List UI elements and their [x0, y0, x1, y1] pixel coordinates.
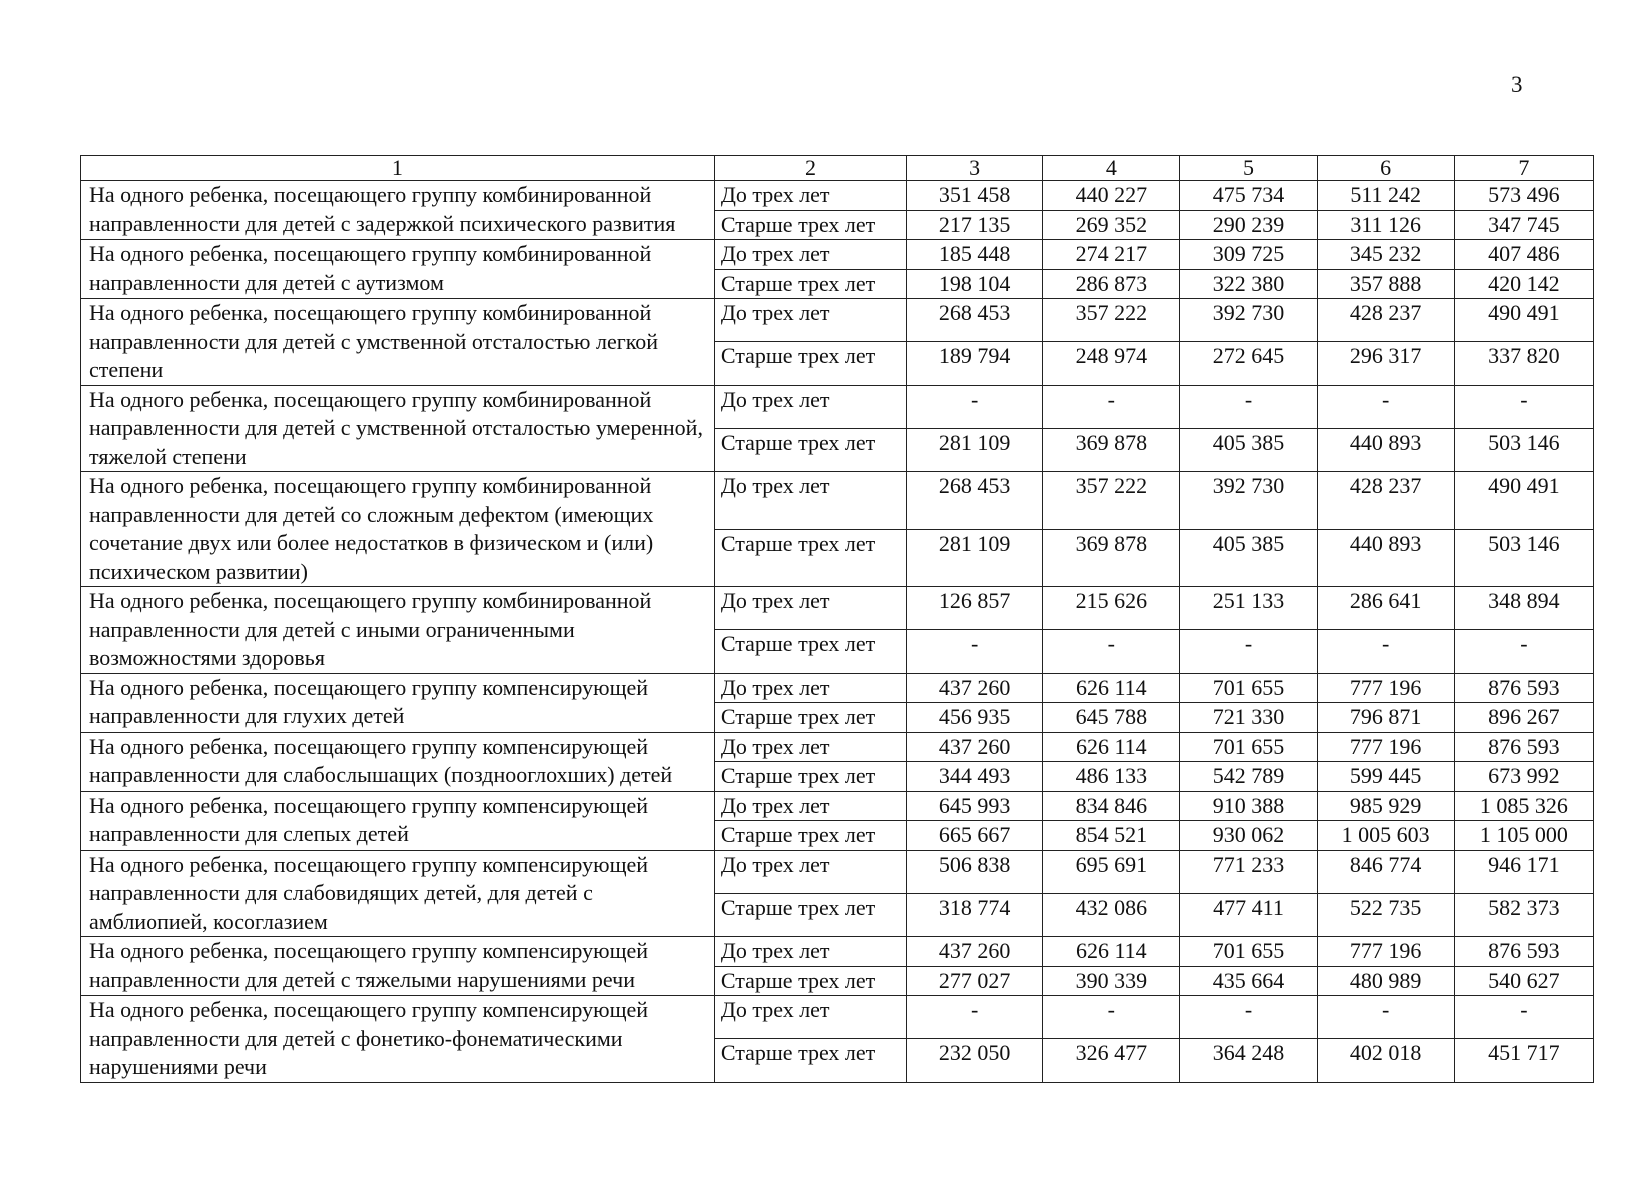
value-cell: 351 458 — [907, 181, 1043, 211]
value-cell: 296 317 — [1317, 342, 1454, 385]
category-description: На одного ребенка, посещающего группу компенсирующей направленности для детей с фонетико-фонематическими нарушениями речи — [81, 996, 715, 1083]
value-cell: 277 027 — [907, 966, 1043, 996]
value-cell: 248 974 — [1043, 342, 1180, 385]
category-description: На одного ребенка, посещающего группу компенсирующей направленности для детей с тяжелыми нарушениями речи — [81, 937, 715, 996]
age-group-cell: Старше трех лет — [714, 893, 906, 936]
column-header: 3 — [907, 156, 1043, 181]
table-row — [81, 240, 1594, 270]
value-cell: 364 248 — [1180, 1039, 1317, 1082]
value-cell: - — [1454, 630, 1593, 673]
value-cell: 777 196 — [1317, 732, 1454, 762]
value-cell: - — [907, 996, 1043, 1039]
value-cell: 402 018 — [1317, 1039, 1454, 1082]
table-row — [81, 385, 1594, 428]
value-cell: 475 734 — [1180, 181, 1317, 211]
value-cell: 440 893 — [1317, 428, 1454, 471]
value-cell: 503 146 — [1454, 428, 1593, 471]
value-cell: - — [1043, 385, 1180, 428]
value-cell: 451 717 — [1454, 1039, 1593, 1082]
value-cell: 1 105 000 — [1454, 821, 1593, 851]
age-group-cell: Старше трех лет — [714, 966, 906, 996]
category-description: На одного ребенка, посещающего группу компенсирующей направленности для слабовидящих детей, для детей с амблиопией, косоглазием — [81, 850, 715, 937]
value-cell: 1 085 326 — [1454, 791, 1593, 821]
age-group-cell: До трех лет — [714, 937, 906, 967]
value-cell: - — [1180, 996, 1317, 1039]
value-cell: 281 109 — [907, 428, 1043, 471]
value-cell: 272 645 — [1180, 342, 1317, 385]
value-cell: 777 196 — [1317, 937, 1454, 967]
category-description: На одного ребенка, посещающего группу комбинированной направленности для детей с аутизмом — [81, 240, 715, 299]
value-cell: - — [1317, 996, 1454, 1039]
table-row — [81, 299, 1594, 342]
value-cell: 437 260 — [907, 937, 1043, 967]
value-cell: 985 929 — [1317, 791, 1454, 821]
age-group-cell: До трех лет — [714, 791, 906, 821]
table-header-row — [81, 156, 1594, 181]
column-header: 7 — [1454, 156, 1593, 181]
value-cell: 407 486 — [1454, 240, 1593, 270]
value-cell: 217 135 — [907, 210, 1043, 240]
value-cell: 542 789 — [1180, 762, 1317, 792]
value-cell: 777 196 — [1317, 673, 1454, 703]
value-cell: 437 260 — [907, 732, 1043, 762]
value-cell: 369 878 — [1043, 529, 1180, 587]
table-row — [81, 732, 1594, 762]
value-cell: 347 745 — [1454, 210, 1593, 240]
age-group-cell: До трех лет — [714, 732, 906, 762]
value-cell: 701 655 — [1180, 732, 1317, 762]
value-cell: 269 352 — [1043, 210, 1180, 240]
category-description: На одного ребенка, посещающего группу комбинированной направленности для детей с умственной отсталостью умеренной, тяжелой степени — [81, 385, 715, 472]
value-cell: - — [1454, 996, 1593, 1039]
value-cell: 274 217 — [1043, 240, 1180, 270]
value-cell: 337 820 — [1454, 342, 1593, 385]
age-group-cell: Старше трех лет — [714, 762, 906, 792]
table-row — [81, 673, 1594, 703]
age-group-cell: Старше трех лет — [714, 210, 906, 240]
value-cell: 440 893 — [1317, 529, 1454, 587]
value-cell: 834 846 — [1043, 791, 1180, 821]
value-cell: 540 627 — [1454, 966, 1593, 996]
category-description: На одного ребенка, посещающего группу комбинированной направленности для детей с задержкой психического развития — [81, 181, 715, 240]
value-cell: 428 237 — [1317, 472, 1454, 530]
value-cell: 440 227 — [1043, 181, 1180, 211]
value-cell: 796 871 — [1317, 703, 1454, 733]
value-cell: 392 730 — [1180, 299, 1317, 342]
age-group-cell: Старше трех лет — [714, 630, 906, 673]
table-row — [81, 996, 1594, 1039]
value-cell: 582 373 — [1454, 893, 1593, 936]
value-cell: 511 242 — [1317, 181, 1454, 211]
category-description: На одного ребенка, посещающего группу комбинированной направленности для детей с умственной отсталостью легкой степени — [81, 299, 715, 386]
age-group-cell: Старше трех лет — [714, 821, 906, 851]
value-cell: 369 878 — [1043, 428, 1180, 471]
category-description: На одного ребенка, посещающего группу комбинированной направленности для детей с иными ограниченными возможностями здоровья — [81, 587, 715, 674]
value-cell: 701 655 — [1180, 937, 1317, 967]
value-cell: 490 491 — [1454, 299, 1593, 342]
value-cell: 357 222 — [1043, 299, 1180, 342]
value-cell: 405 385 — [1180, 529, 1317, 587]
value-cell: - — [1454, 385, 1593, 428]
age-group-cell: До трех лет — [714, 673, 906, 703]
value-cell: 946 171 — [1454, 850, 1593, 893]
value-cell: 645 788 — [1043, 703, 1180, 733]
age-group-cell: До трех лет — [714, 472, 906, 530]
value-cell: 854 521 — [1043, 821, 1180, 851]
value-cell: 420 142 — [1454, 269, 1593, 299]
value-cell: - — [1180, 630, 1317, 673]
table-row — [81, 472, 1594, 530]
page-number: 3 — [1511, 72, 1523, 97]
age-group-cell: Старше трех лет — [714, 428, 906, 471]
value-cell: 405 385 — [1180, 428, 1317, 471]
value-cell: 626 114 — [1043, 673, 1180, 703]
value-cell: 876 593 — [1454, 937, 1593, 967]
age-group-cell: До трех лет — [714, 996, 906, 1039]
value-cell: 456 935 — [907, 703, 1043, 733]
value-cell: 480 989 — [1317, 966, 1454, 996]
value-cell: 392 730 — [1180, 472, 1317, 530]
column-header: 2 — [714, 156, 906, 181]
column-header: 4 — [1043, 156, 1180, 181]
value-cell: - — [1317, 385, 1454, 428]
value-cell: 215 626 — [1043, 587, 1180, 630]
value-cell: 665 667 — [907, 821, 1043, 851]
value-cell: 506 838 — [907, 850, 1043, 893]
value-cell: 626 114 — [1043, 937, 1180, 967]
value-cell: 281 109 — [907, 529, 1043, 587]
category-description: На одного ребенка, посещающего группу компенсирующей направленности для слабослышащих (позднооглохших) детей — [81, 732, 715, 791]
value-cell: 846 774 — [1317, 850, 1454, 893]
age-group-cell: До трех лет — [714, 299, 906, 342]
value-cell: 701 655 — [1180, 673, 1317, 703]
value-cell: 503 146 — [1454, 529, 1593, 587]
age-group-cell: До трех лет — [714, 240, 906, 270]
tariff-table — [80, 155, 1594, 1083]
age-group-cell: До трех лет — [714, 385, 906, 428]
value-cell: 357 222 — [1043, 472, 1180, 530]
value-cell: - — [907, 385, 1043, 428]
value-cell: 286 641 — [1317, 587, 1454, 630]
value-cell: 345 232 — [1317, 240, 1454, 270]
value-cell: 645 993 — [907, 791, 1043, 821]
value-cell: 490 491 — [1454, 472, 1593, 530]
age-group-cell: До трех лет — [714, 850, 906, 893]
category-description: На одного ребенка, посещающего группу комбинированной направленности для детей со сложным дефектом (имеющих сочетание двух или более недостатков в физическом и (или) психическом развитии) — [81, 472, 715, 587]
value-cell: 930 062 — [1180, 821, 1317, 851]
value-cell: 357 888 — [1317, 269, 1454, 299]
value-cell: 695 691 — [1043, 850, 1180, 893]
age-group-cell: Старше трех лет — [714, 269, 906, 299]
value-cell: 428 237 — [1317, 299, 1454, 342]
value-cell: 599 445 — [1317, 762, 1454, 792]
value-cell: 896 267 — [1454, 703, 1593, 733]
value-cell: 721 330 — [1180, 703, 1317, 733]
value-cell: 876 593 — [1454, 732, 1593, 762]
value-cell: - — [907, 630, 1043, 673]
value-cell: 309 725 — [1180, 240, 1317, 270]
value-cell: 286 873 — [1043, 269, 1180, 299]
value-cell: 322 380 — [1180, 269, 1317, 299]
age-group-cell: Старше трех лет — [714, 1039, 906, 1082]
value-cell: 311 126 — [1317, 210, 1454, 240]
value-cell: 318 774 — [907, 893, 1043, 936]
value-cell: 189 794 — [907, 342, 1043, 385]
age-group-cell: До трех лет — [714, 587, 906, 630]
value-cell: 126 857 — [907, 587, 1043, 630]
table-row — [81, 791, 1594, 821]
value-cell: 326 477 — [1043, 1039, 1180, 1082]
value-cell: 573 496 — [1454, 181, 1593, 211]
value-cell: 432 086 — [1043, 893, 1180, 936]
table-row — [81, 181, 1594, 211]
value-cell: 626 114 — [1043, 732, 1180, 762]
value-cell: 486 133 — [1043, 762, 1180, 792]
value-cell: 522 735 — [1317, 893, 1454, 936]
value-cell: 290 239 — [1180, 210, 1317, 240]
column-header: 6 — [1317, 156, 1454, 181]
value-cell: - — [1317, 630, 1454, 673]
value-cell: 910 388 — [1180, 791, 1317, 821]
column-header: 1 — [81, 156, 715, 181]
age-group-cell: Старше трех лет — [714, 342, 906, 385]
value-cell: 251 133 — [1180, 587, 1317, 630]
column-header: 5 — [1180, 156, 1317, 181]
table-row — [81, 937, 1594, 967]
age-group-cell: Старше трех лет — [714, 703, 906, 733]
table-row — [81, 850, 1594, 893]
age-group-cell: Старше трех лет — [714, 529, 906, 587]
value-cell: 673 992 — [1454, 762, 1593, 792]
value-cell: 477 411 — [1180, 893, 1317, 936]
value-cell: 185 448 — [907, 240, 1043, 270]
value-cell: - — [1043, 996, 1180, 1039]
value-cell: 771 233 — [1180, 850, 1317, 893]
category-description: На одного ребенка, посещающего группу компенсирующей направленности для глухих детей — [81, 673, 715, 732]
value-cell: - — [1043, 630, 1180, 673]
value-cell: 876 593 — [1454, 673, 1593, 703]
value-cell: 390 339 — [1043, 966, 1180, 996]
value-cell: 232 050 — [907, 1039, 1043, 1082]
value-cell: 268 453 — [907, 472, 1043, 530]
value-cell: 437 260 — [907, 673, 1043, 703]
category-description: На одного ребенка, посещающего группу компенсирующей направленности для слепых детей — [81, 791, 715, 850]
value-cell: 198 104 — [907, 269, 1043, 299]
value-cell: 435 664 — [1180, 966, 1317, 996]
table-row — [81, 587, 1594, 630]
value-cell: 268 453 — [907, 299, 1043, 342]
value-cell: - — [1180, 385, 1317, 428]
value-cell: 348 894 — [1454, 587, 1593, 630]
value-cell: 1 005 603 — [1317, 821, 1454, 851]
value-cell: 344 493 — [907, 762, 1043, 792]
age-group-cell: До трех лет — [714, 181, 906, 211]
